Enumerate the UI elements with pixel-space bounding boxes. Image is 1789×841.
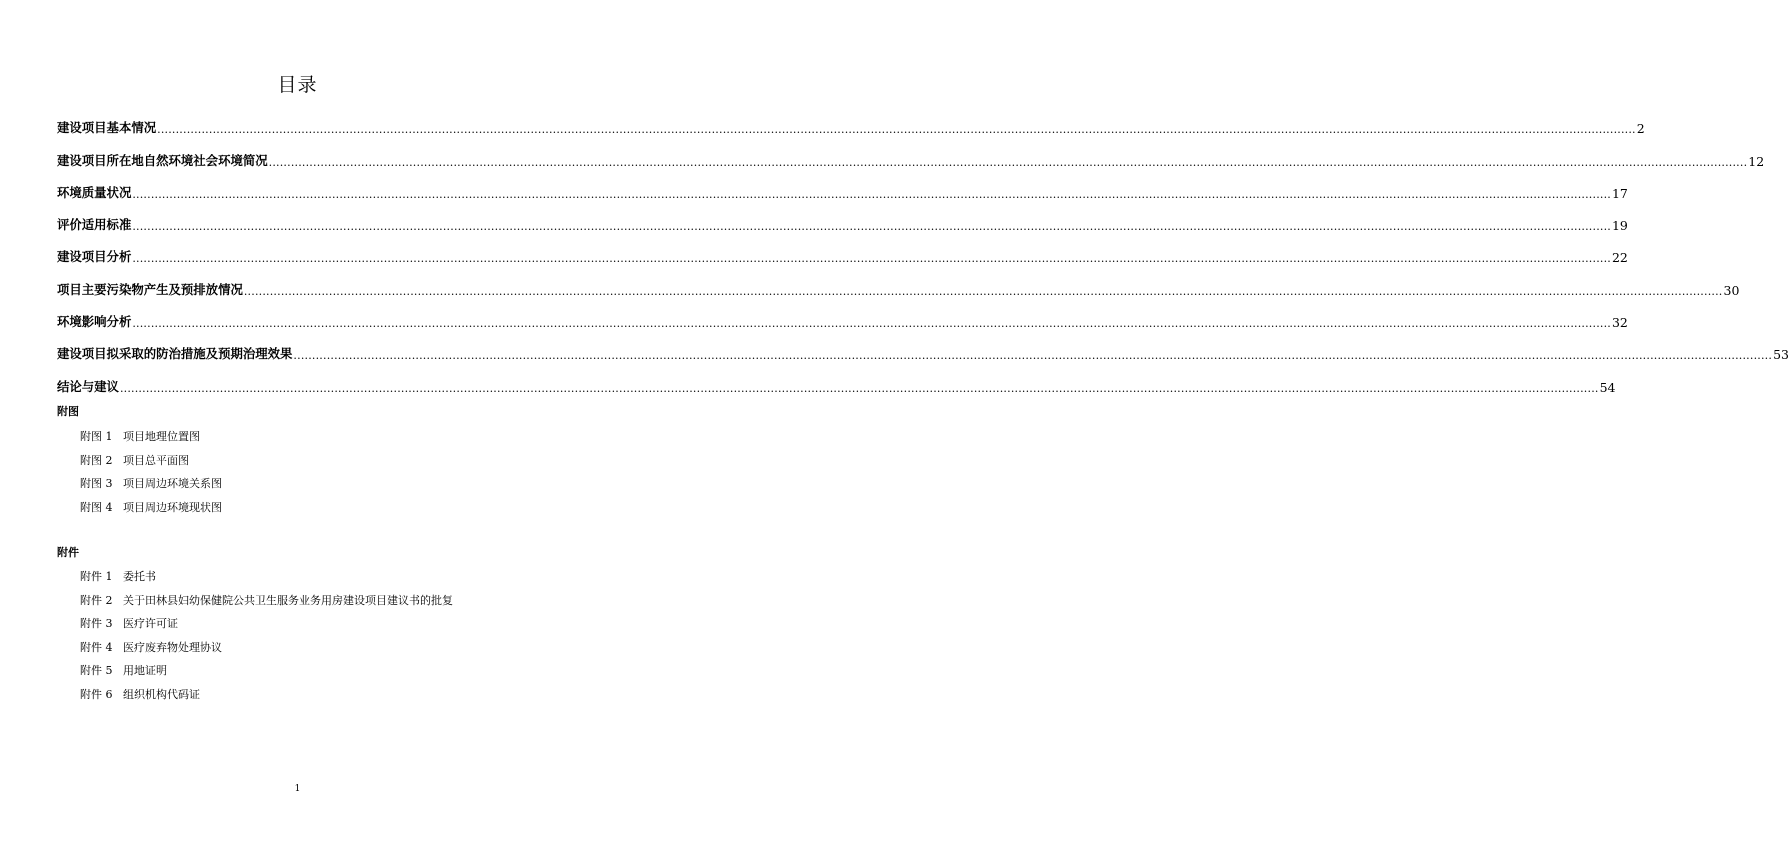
toc-entry[interactable]: [57, 136, 1765, 169]
toc-entry-label: 建设项目分析: [57, 249, 132, 265]
attachment-title: 医疗废弃物处理协议: [123, 640, 222, 654]
figures-heading: 附图: [57, 405, 79, 418]
attachment-item[interactable]: [80, 592, 453, 616]
toc-entry-page: 54: [1599, 379, 1616, 395]
dot-leader: ................................................................................................................................................................................................................................................................................................................................................................................................................: [132, 317, 1611, 331]
attachment-number: 附件 2: [80, 593, 113, 607]
toc-entry-page: 17: [1611, 185, 1628, 201]
toc-entry-label: 建设项目拟采取的防治措施及预期治理效果: [57, 346, 293, 362]
attachment-item[interactable]: [80, 686, 453, 710]
toc-entry[interactable]: [57, 201, 1628, 234]
figure-title: 项目周边环境关系图: [123, 477, 222, 490]
dot-leader: ................................................................................................................................................................................................................................................................................................................................................................................................................: [293, 349, 1773, 363]
figure-number: 附图 2: [80, 453, 113, 467]
dot-leader: ................................................................................................................................................................................................................................................................................................................................................................................................................: [268, 155, 1748, 169]
toc-entry-label: 建设项目所在地自然环境社会环境简况: [57, 152, 268, 168]
toc-entry-label: 环境质量状况: [57, 184, 132, 200]
toc-entry-label: 项目主要污染物产生及预排放情况: [57, 281, 243, 297]
figure-item[interactable]: [80, 475, 222, 499]
toc-entry[interactable]: [57, 169, 1628, 201]
attachment-item[interactable]: [80, 662, 453, 686]
attachment-number: 附件 6: [80, 687, 113, 701]
dot-leader: ................................................................................................................................................................................................................................................................................................................................................................................................................: [119, 381, 1599, 395]
dot-leader: ................................................................................................................................................................................................................................................................................................................................................................................................................: [132, 220, 1611, 234]
toc-entry-label: 建设项目基本情况: [57, 120, 157, 136]
figure-title: 项目地理位置图: [123, 430, 200, 443]
attachment-number: 附件 4: [80, 640, 113, 654]
attachment-number: 附件 3: [80, 617, 113, 630]
toc-entry-page: 32: [1611, 315, 1628, 331]
toc-entry-page: 53: [1773, 347, 1789, 363]
toc-entry-page: 12: [1748, 153, 1765, 169]
attachment-item[interactable]: [80, 615, 453, 639]
figure-item[interactable]: [80, 452, 222, 476]
attachment-title: 委托书: [123, 570, 156, 583]
toc-entry[interactable]: [57, 362, 1616, 395]
toc-entry[interactable]: [57, 298, 1628, 331]
toc-entry-page: 19: [1611, 218, 1628, 234]
attachment-title: 关于田林县妇幼保健院公共卫生服务业务用房建设项目建议书的批复: [123, 593, 453, 607]
attachment-item[interactable]: [80, 639, 453, 663]
attachment-number: 附件 5: [80, 664, 113, 677]
dot-leader: ................................................................................................................................................................................................................................................................................................................................................................................................................: [157, 123, 1636, 137]
dot-leader: ................................................................................................................................................................................................................................................................................................................................................................................................................: [132, 252, 1611, 266]
figure-item[interactable]: [80, 499, 222, 523]
attachment-number: 附件 1: [80, 570, 113, 583]
page-number: 1: [294, 784, 301, 794]
toc-entry[interactable]: [57, 104, 1645, 137]
attachment-title: 组织机构代码证: [123, 687, 200, 701]
attachments-heading: 附件: [57, 546, 79, 559]
table-of-contents: [57, 104, 1789, 395]
dot-leader: ................................................................................................................................................................................................................................................................................................................................................................................................................: [243, 284, 1723, 298]
toc-entry-label: 评价适用标准: [57, 217, 132, 233]
figure-item[interactable]: [80, 428, 222, 452]
attachment-item[interactable]: [80, 568, 453, 592]
toc-entry-label: 结论与建议: [57, 378, 119, 394]
page-title: 目录: [277, 74, 318, 96]
toc-entry[interactable]: [57, 265, 1740, 298]
figure-number: 附图 1: [80, 430, 113, 443]
figure-number: 附图 4: [80, 500, 113, 514]
toc-entry[interactable]: [57, 233, 1628, 266]
attachments-list: [80, 568, 453, 709]
toc-entry-label: 环境影响分析: [57, 314, 132, 330]
toc-entry-page: 30: [1723, 282, 1740, 298]
toc-entry[interactable]: [57, 330, 1789, 363]
figure-number: 附图 3: [80, 477, 113, 490]
attachment-title: 医疗许可证: [123, 617, 178, 630]
figure-title: 项目周边环境现状图: [123, 500, 222, 514]
figure-title: 项目总平面图: [123, 453, 189, 467]
figures-list: [80, 428, 222, 522]
toc-entry-page: 22: [1611, 250, 1628, 266]
attachment-title: 用地证明: [123, 664, 167, 677]
toc-entry-page: 2: [1636, 121, 1645, 137]
dot-leader: ................................................................................................................................................................................................................................................................................................................................................................................................................: [132, 187, 1611, 201]
